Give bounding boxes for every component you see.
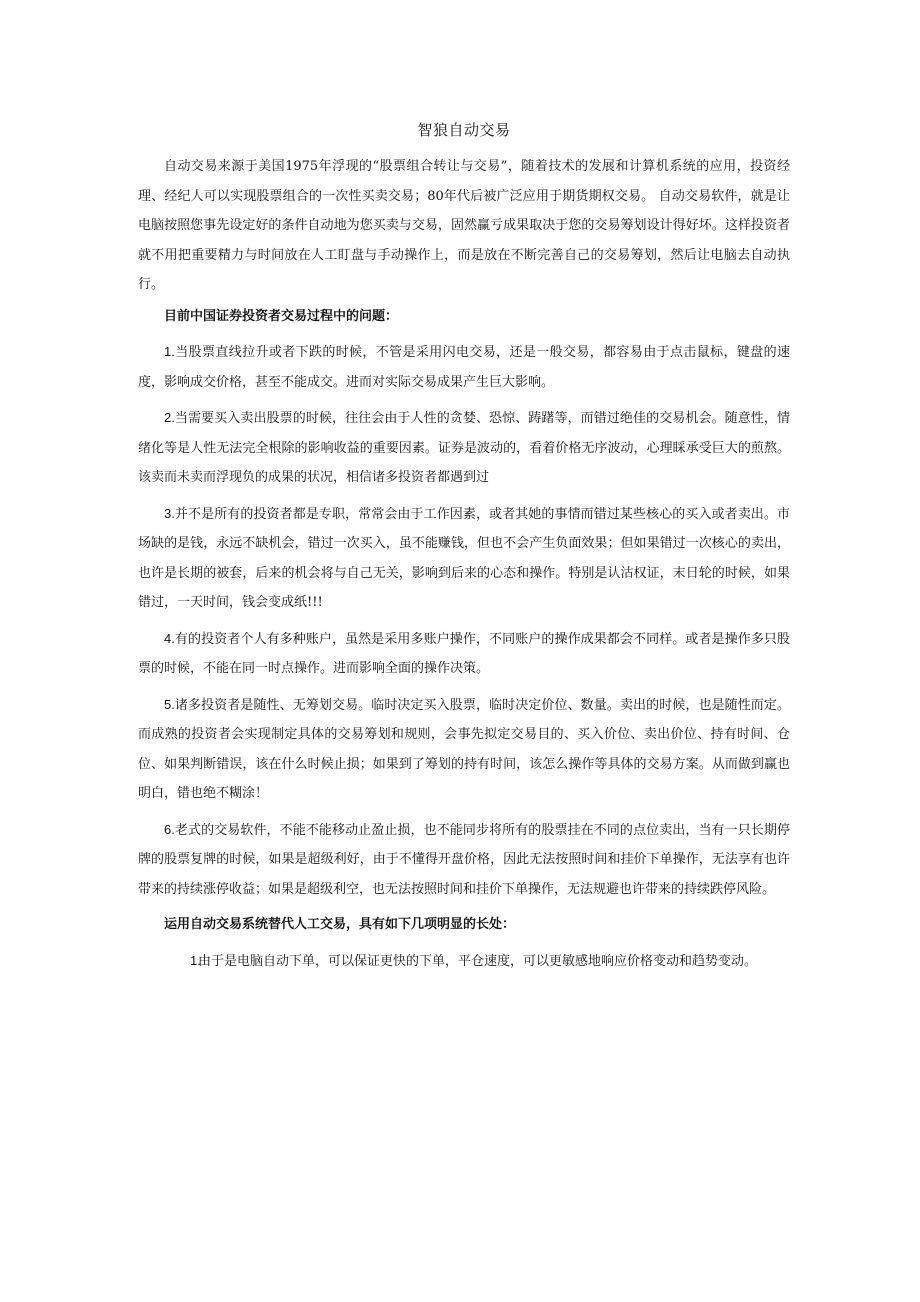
problem-number: 4. <box>164 630 175 646</box>
advantage-number: 1. <box>190 952 201 968</box>
problem-number: 6. <box>164 821 175 837</box>
problem-text: 当股票直线拉升或者下跌的时候，不管是采用闪电交易，还是一般交易，都容易由于点击鼠标，键盘的速度，影响成交价格，甚至不能成交。进而对实际交易成果产生巨大影响。 <box>138 345 790 390</box>
problem-text: 诸多投资者是随性、无筹划交易。临时决定买入股票，临时决定价位、数量。卖出的时候，也是随性而定。而成熟的投资者会实现制定具体的交易筹划和规则，会事先拟定交易目的、买入价位、卖出价位、持有时间、仓位、如果判断错误，该在什么时候止损；如果到了筹划的持有时间，该怎么操作等具体的交易方案。从而做到赢也明白，错也绝不糊涂！ <box>138 697 790 801</box>
advantage-item-1 <box>138 946 790 977</box>
problem-item-1 <box>138 337 790 397</box>
problem-text: 并不是所有的投资者都是专职，常常会由于工作因素，或者其她的事情而错过某些核心的买入或者卖出。市场缺的是钱，永远不缺机会，错过一次买入，虽不能赚钱，但也不会产生负面效果；但如果错过一次核心的卖出，也许是长期的被套，后来的机会将与自己无关，影响到后来的心态和操作。特别是认沽权证，末日轮的时候，如果错过，一天时间，钱会变成纸!!! <box>138 506 790 610</box>
problem-item-2 <box>138 403 790 493</box>
document-title: 智狼自动交易 <box>417 121 511 139</box>
problem-item-5 <box>138 690 790 809</box>
section-heading-problems: 目前中国证券投资者交易过程中的问题： <box>164 308 399 324</box>
problem-text: 老式的交易软件，不能不能移动止盈止损，也不能同步将所有的股票挂在不同的点位卖出，当有一只长期停牌的股票复牌的时候，如果是超级利好，由于不懂得开盘价格，因此无法按照时间和挂价下单操作，无法享有也许带来的持续涨停收益；如果是超级利空，也无法按照时间和挂价下单操作，无法规避也许带来的持续跌停风险。 <box>138 822 790 897</box>
problem-text: 当需要买入卖出股票的时候，往往会由于人性的贪婪、恐惊、踌躇等，而错过绝佳的交易机会。随意性，情绪化等是人性无法完全根除的影响收益的重要因素。证券是波动的，看着价格无序波动，心理睬承受巨大的煎熬。该卖而未卖而浮现负的成果的状况，相信诸多投资者都遇到过 <box>138 411 790 485</box>
problem-item-6 <box>138 815 790 905</box>
advantage-text: 由于是电脑自动下单，可以保证更快的下单，平仓速度，可以更敏感地响应价格变动和趋势变动。 <box>198 953 758 969</box>
intro-paragraph: 自动交易来源于美国1975年浮现的“股票组合转让与交易”，随着技术的发展和计算机系统的应用，投资经理、经纪人可以实现股票组合的一次性买卖交易；80年代后被广泛应用于期货期权交易。 自动交易软件，就是让电脑按照您事先设定好的条件自动地为您买卖与交易，固然赢亏成果取决于您的交易筹划设计得好坏。这样投资者就不用把重要精力与时间放在人工盯盘与手动操作上，而是放在不断完善自己的交易筹划，然后让电脑去自动执行。 <box>138 159 790 292</box>
problem-item-4 <box>138 624 790 684</box>
problem-number: 3. <box>164 505 175 521</box>
problem-text: 有的投资者个人有多种账户，虽然是采用多账户操作，不同账户的操作成果都会不同样。或者是操作多只股票的时候，不能在同一时点操作。进而影响全面的操作决策。 <box>138 631 790 676</box>
section-heading-advantages: 运用自动交易系统替代人工交易，具有如下几项明显的长处： <box>164 917 516 932</box>
problem-number: 2. <box>164 410 175 425</box>
problem-item-3 <box>138 499 790 618</box>
problem-number: 1. <box>164 344 175 359</box>
problem-number: 5. <box>164 696 175 712</box>
